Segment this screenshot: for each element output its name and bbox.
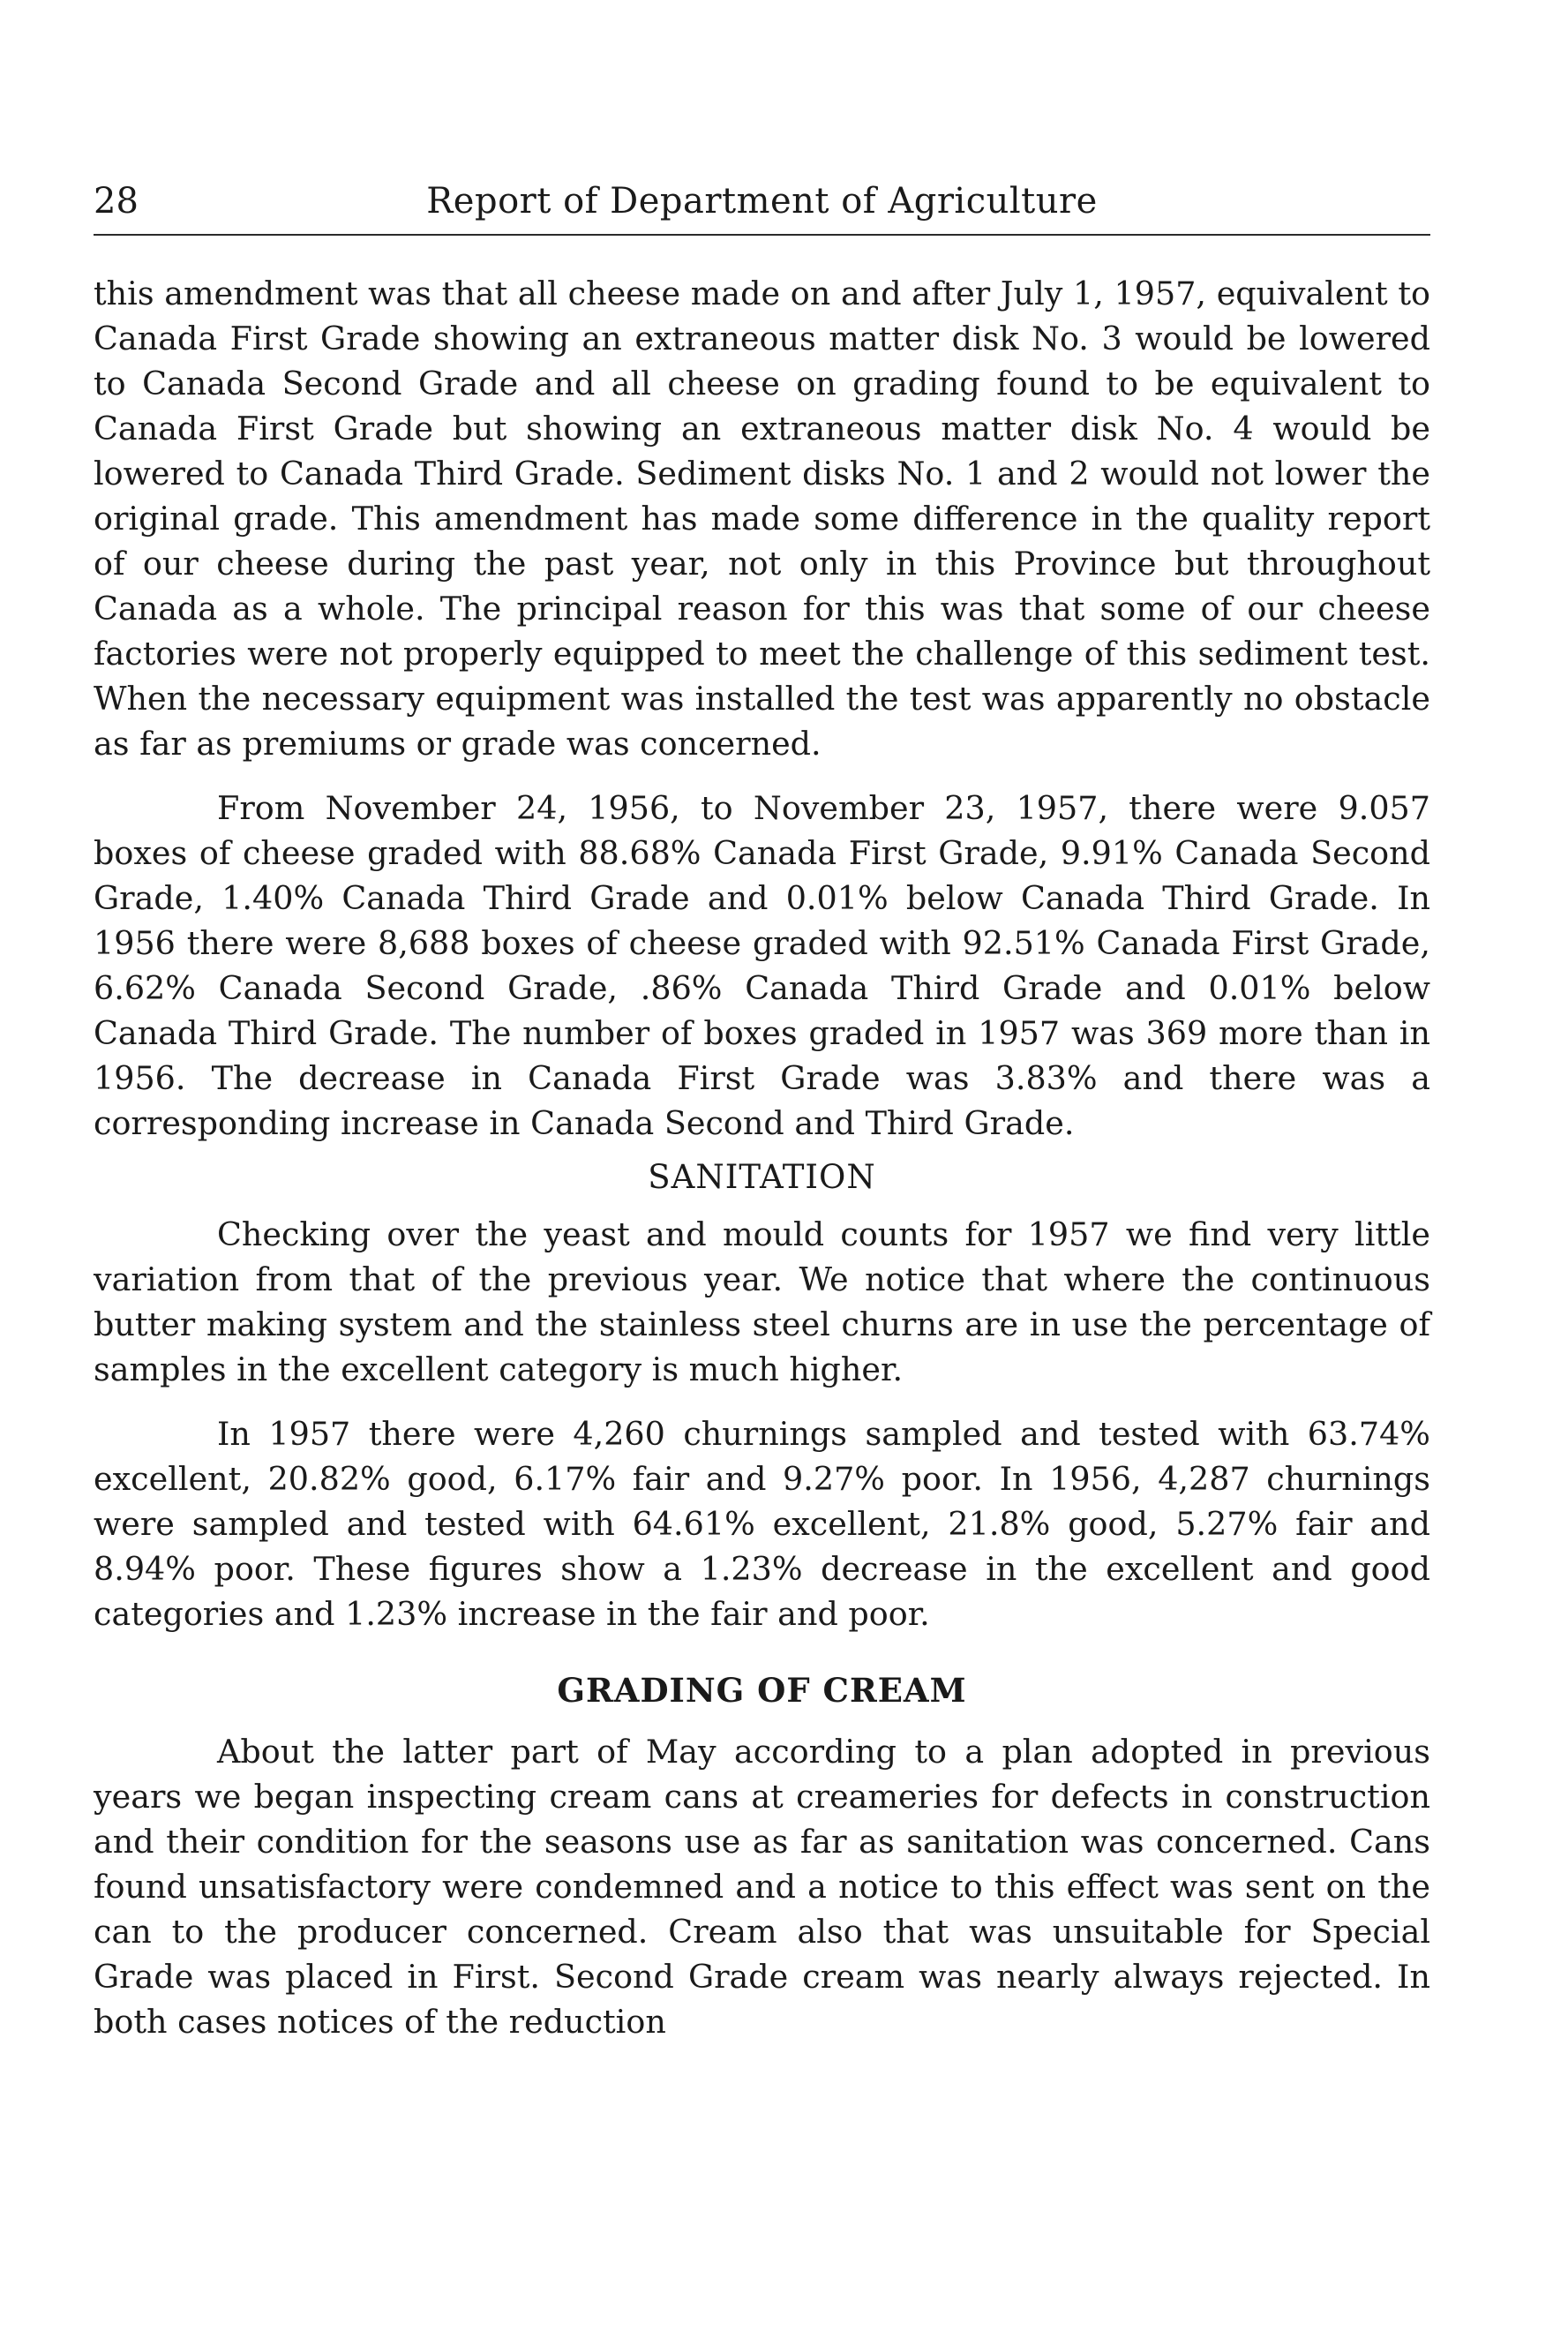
running-title: Report of Department of Agriculture bbox=[426, 181, 1098, 222]
paragraph-amendment: this amendment was that all cheese made on and after July 1, 1957, equivalent to Canada First Grade showing an extraneous matter disk No. 3 would be lowered to Canada Second Grade and all cheese on grading found to be equivalent to Canada First Grade but showing an extraneous matter disk No. 4 would be lowered to Canada Third Grade. Sediment disks No. 1 and 2 would not lower the original grade. This amendment has made some difference in the quality report of our cheese during the past year, not only in this Province but throughout Canada as a whole. The principal reason for this was that some of our cheese factories were not properly equipped to meet the challenge of this sediment test. When the necessary equipment was installed the test was apparently no obstacle as far as premiums or grade was concerned. bbox=[94, 275, 1430, 763]
body-text bbox=[94, 271, 1430, 2044]
document-page bbox=[94, 181, 1430, 2044]
running-header bbox=[94, 181, 1430, 236]
paragraph-cheese-grading-stats: From November 24, 1956, to November 23, 1957, there were 9.057 boxes of cheese graded with 88.68% Canada First Grade, 9.91% Canada Second Grade, 1.40% Canada Third Grade and 0.01% below Canada Third Grade. In 1956 there were 8,688 boxes of cheese graded with 92.51% Canada First Grade, 6.62% Canada Second Grade, .86% Canada Third Grade and 0.01% below Canada Third Grade. The number of boxes graded in 1957 was 369 more than in 1956. The decrease in Canada First Grade was 3.83% and there was a corresponding increase in Canada Second and Third Grade. bbox=[94, 789, 1430, 1142]
section-heading-grading-of-cream: GRADING OF CREAM bbox=[557, 1671, 967, 1710]
paragraph-yeast-mould: Checking over the yeast and mould counts for 1957 we find very little variation from that of the previous year. We notice that where the continuous butter making system and the stainless steel churns are in use the percentage of samples in the excellent category is much higher. bbox=[94, 1215, 1430, 1388]
paragraph-churnings-stats: In 1957 there were 4,260 churnings sampled and tested with 63.74% excellent, 20.82% good, 6.17% fair and 9.27% poor. In 1956, 4,287 churnings were sampled and tested with 64.61% excellent, 21.8% good, 5.27% fair and 8.94% poor. These figures show a 1.23% decrease in the excellent and good categories and 1.23% increase in the fair and poor. bbox=[94, 1415, 1430, 1633]
paragraph-cream-cans: About the latter part of May according to a plan adopted in previous years we began inspecting cream cans at creameries for defects in construction and their condition for the seasons use as far as sanitation was concerned. Cans found unsatisfactory were condemned and a notice to this effect was sent on the can to the producer concerned. Cream also that was unsuitable for Special Grade was placed in First. Second Grade cream was nearly always rejected. In both cases notices of the reduction bbox=[94, 1733, 1430, 2041]
section-heading-sanitation: SANITATION bbox=[648, 1158, 876, 1196]
page-number: 28 bbox=[94, 181, 139, 222]
